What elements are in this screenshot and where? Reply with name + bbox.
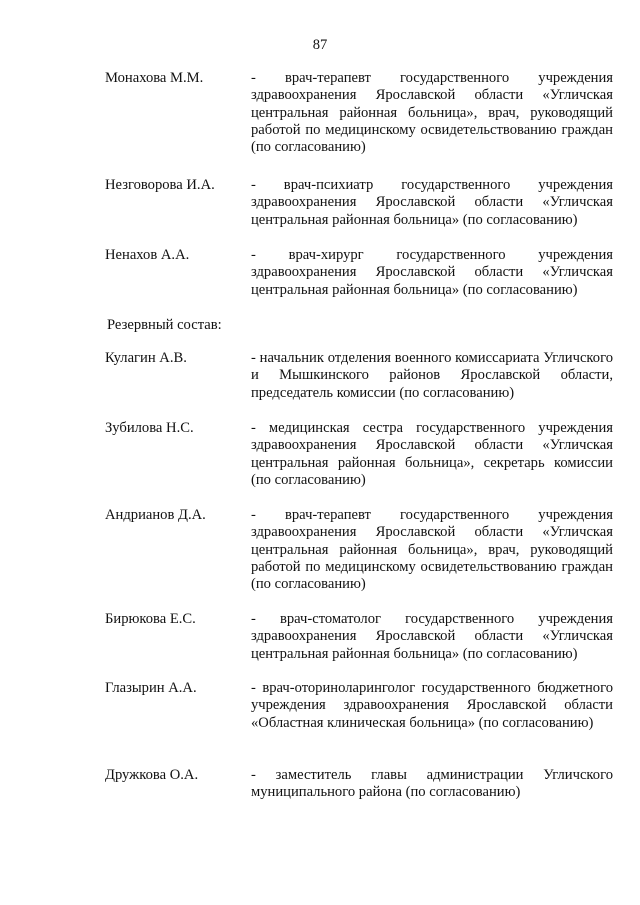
member-description: - медицинская сестра государственного учреждения здравоохранения Ярославской области «Угличская центральная районная больница», секретарь комиссии (по согласованию): [251, 420, 613, 488]
member-description: - врач-терапевт государственного учреждения здравоохранения Ярославской области «Угличская центральная районная больница», врач, руководящий работой по медицинскому освидетельствованию граждан (по согласованию): [251, 507, 613, 593]
member-name: Монахова М.М.: [105, 70, 204, 86]
member-name: Бирюкова Е.С.: [105, 611, 196, 627]
page-number: 87: [312, 37, 328, 53]
member-description: - начальник отделения военного комиссариата Угличского и Мышкинского районов Ярославской области, председатель комиссии (по согласованию): [251, 350, 613, 401]
member-name: Андрианов Д.А.: [105, 507, 206, 523]
member-name: Кулагин А.В.: [105, 350, 187, 366]
reserve-section-title: Резервный состав:: [107, 317, 222, 333]
member-description: - врач-стоматолог государственного учреждения здравоохранения Ярославской области «Угличская центральная районная больница» (по согласованию): [251, 611, 613, 662]
member-description: - врач-хирург государственного учреждения здравоохранения Ярославской области «Угличская центральная районная больница» (по согласованию): [251, 247, 613, 298]
member-name: Глазырин А.А.: [105, 680, 197, 696]
member-description: - врач-терапевт государственного учреждения здравоохранения Ярославской области «Угличская центральная районная больница», врач, руководящий работой по медицинскому освидетельствованию граждан (по согласованию): [251, 70, 613, 156]
member-description: - заместитель главы администрации Угличского муниципального района (по согласованию): [251, 767, 613, 801]
member-name: Зубилова Н.С.: [105, 420, 194, 436]
member-description: - врач-оториноларинголог государственного бюджетного учреждения здравоохранения Ярославской области «Областная клиническая больница» (по согласованию): [251, 680, 613, 731]
member-description: - врач-психиатр государственного учреждения здравоохранения Ярославской области «Угличская центральная районная больница» (по согласованию): [251, 177, 613, 228]
member-name: Незговорова И.А.: [105, 177, 215, 193]
member-name: Ненахов А.А.: [105, 247, 190, 263]
member-name: Дружкова О.А.: [105, 767, 199, 783]
